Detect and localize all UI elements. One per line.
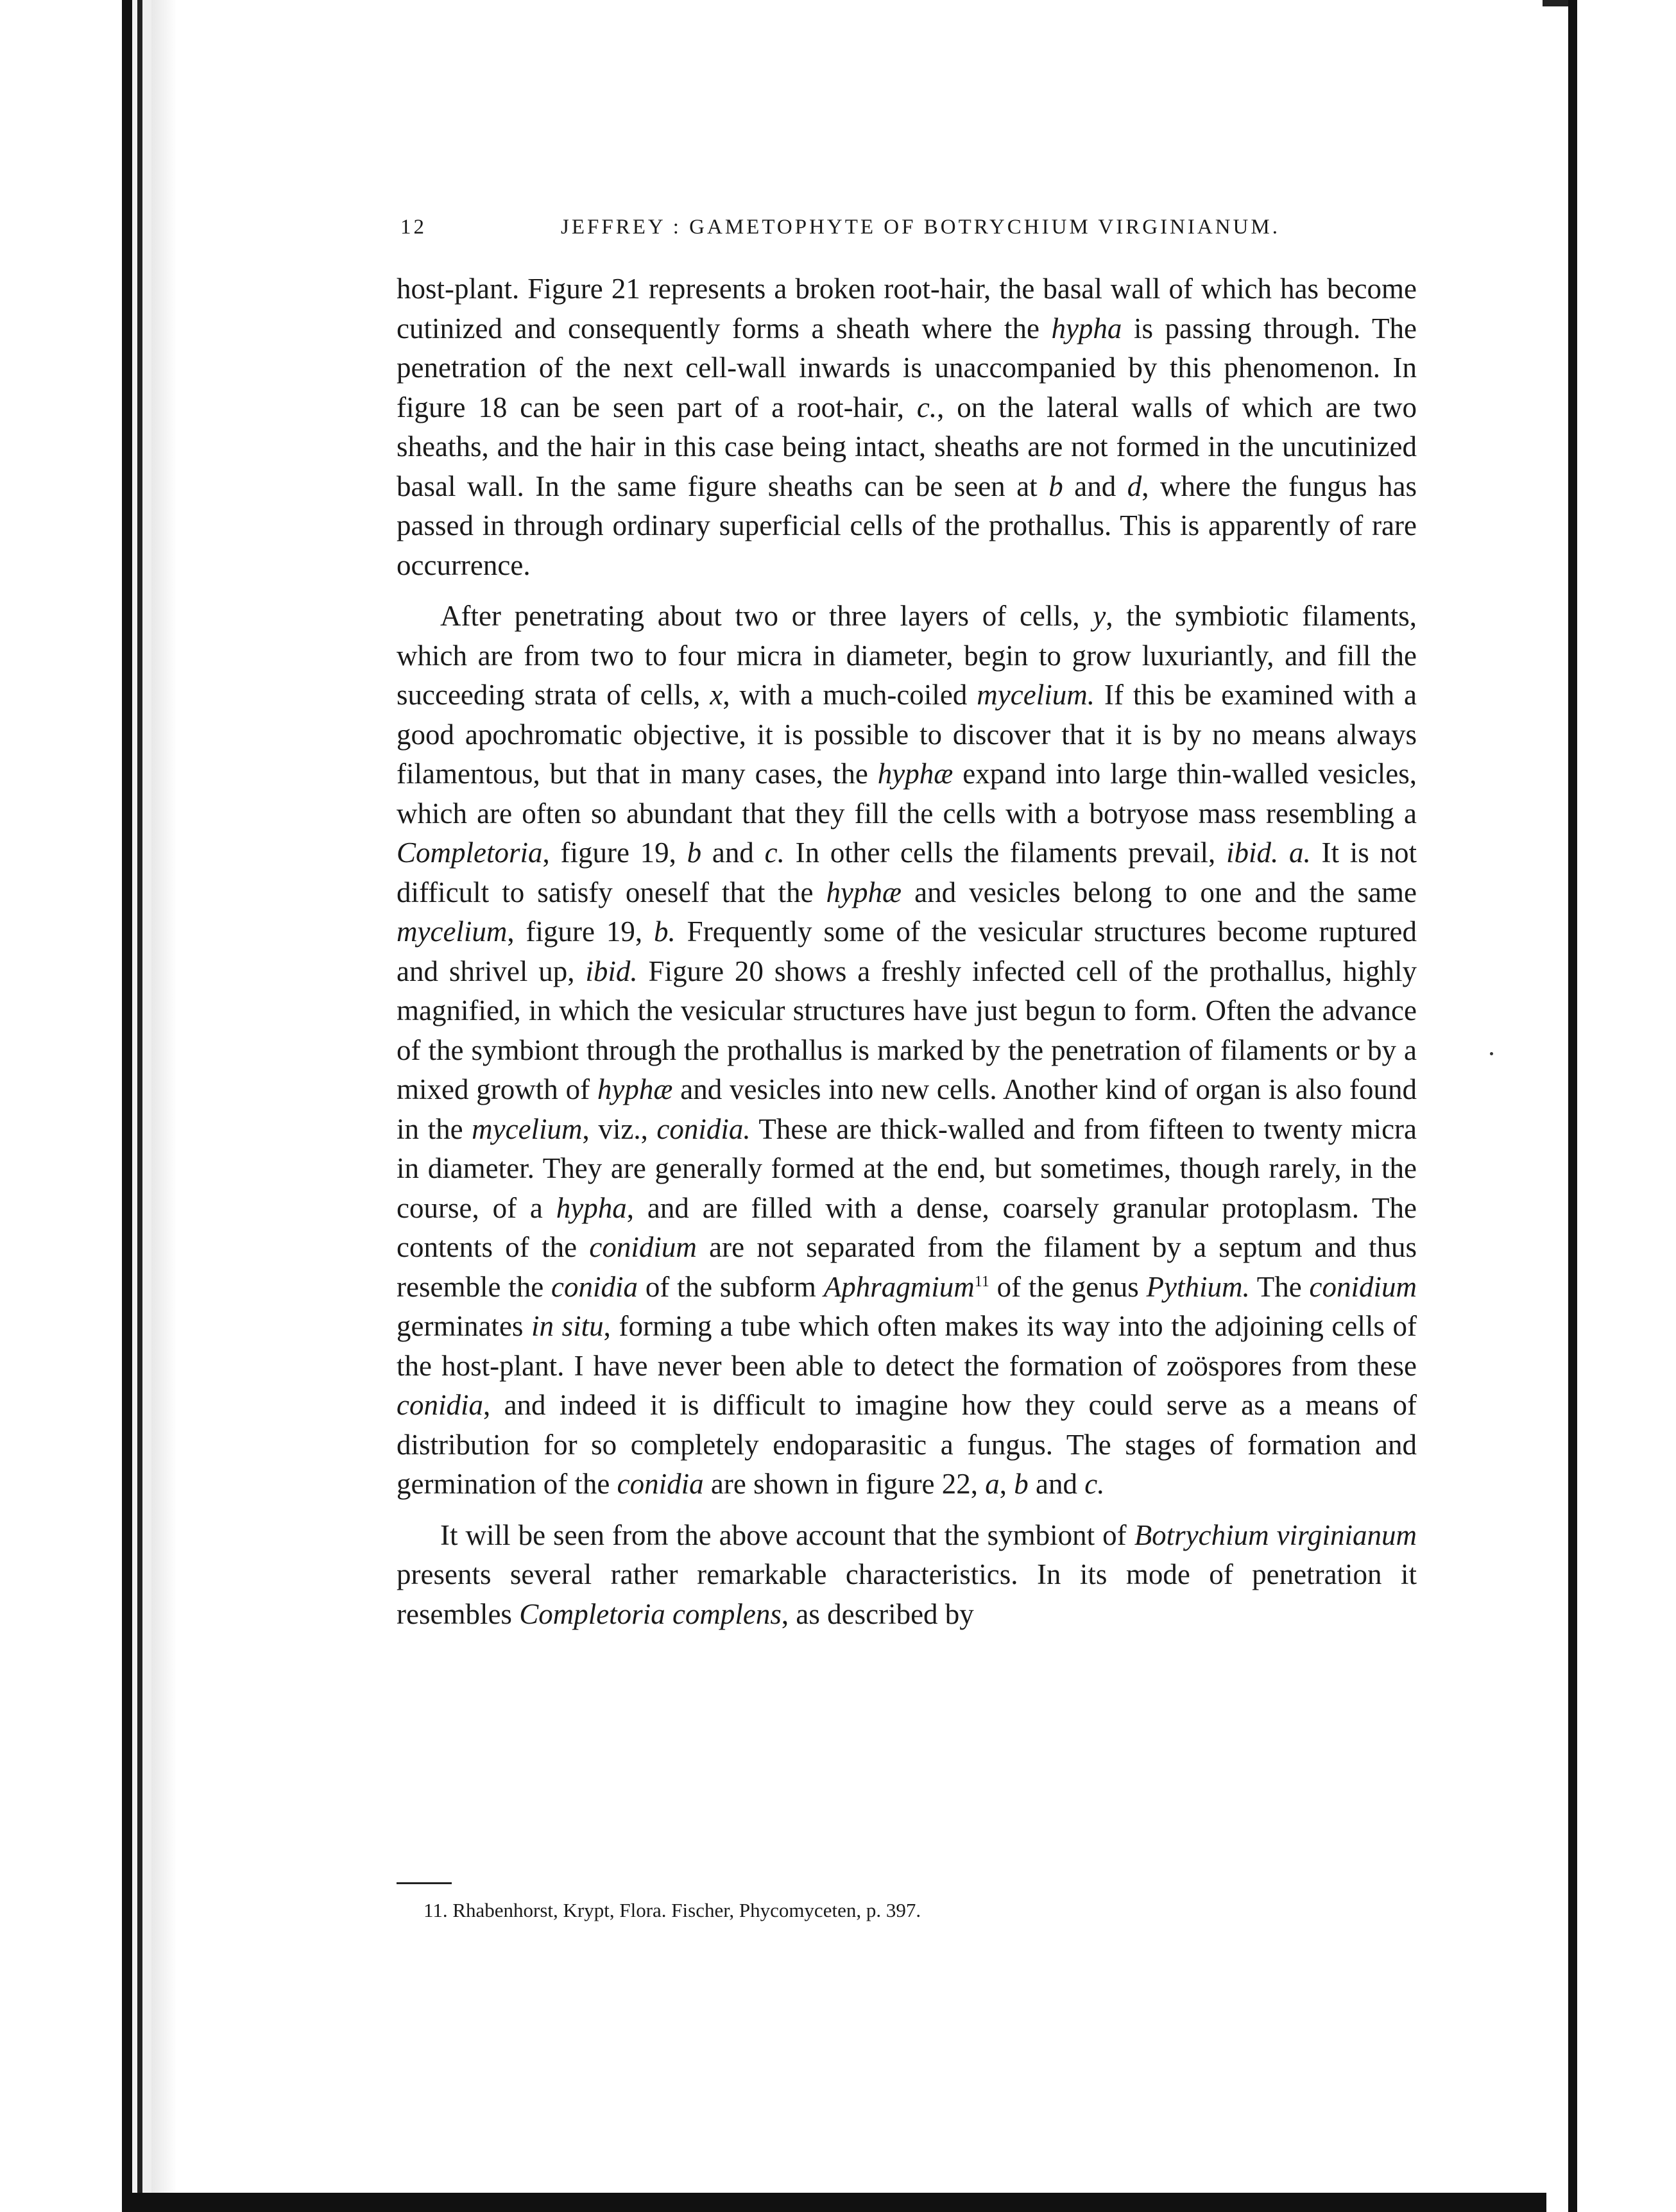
italic-run: conidium (589, 1231, 697, 1263)
text-run: and vesicles belong to one and the same (902, 876, 1417, 908)
text-run: It will be seen from the above account that the symbiont of (440, 1519, 1134, 1551)
italic-run: b (1048, 470, 1063, 502)
paragraph-1 (397, 269, 1417, 585)
text-run: , on the lateral walls of which are two sheaths, and the hair in this case being intact, sheaths are not formed in the uncutinized basal wall. In the same figure sheaths can be seen at (397, 391, 1417, 502)
text-run: and (701, 837, 765, 869)
italic-run: c. (916, 391, 937, 423)
italic-run: ibid. a. (1226, 837, 1311, 869)
italic-run: hyphæ (826, 876, 902, 908)
text-run: It is not difficult to satisfy oneself that the (397, 837, 1417, 908)
italic-run: Aphragmium (823, 1270, 975, 1303)
text-run: These are thick-walled and from fifteen to twenty micra in diameter. They are generally formed at the end, but sometimes, though rarely, in the course, of a (397, 1112, 1417, 1224)
binding-shadow (151, 0, 177, 2212)
italic-run: x (710, 679, 723, 711)
italic-run: conidia. (656, 1112, 751, 1145)
text-run: expand into large thin-walled vesicles, which are often so abundant that they fill the cells with a botryose mass resembling a (397, 758, 1417, 830)
footnote-ref: 11 (974, 1273, 989, 1290)
italic-run: c. (1084, 1468, 1105, 1500)
paragraph-3 (397, 1516, 1417, 1635)
italic-run: hypha (556, 1191, 627, 1224)
page-edge-right (1568, 0, 1676, 2212)
italic-run: hypha (1051, 312, 1122, 345)
text-run: , viz., (582, 1112, 657, 1145)
running-head (400, 216, 1280, 254)
footnote-rule (397, 1882, 452, 1884)
text-run: , and are filled with a dense, coarsely granular protoplasm. The contents of the (397, 1191, 1417, 1263)
italic-run: conidia (397, 1389, 483, 1421)
text-run: , (999, 1468, 1014, 1500)
running-head-title: JEFFREY : GAMETOPHYTE OF BOTRYCHIUM VIRGINIANUM. (561, 216, 1280, 239)
italic-run: Pythium. (1146, 1270, 1250, 1303)
italic-run: mycelium (397, 915, 508, 948)
text-run: are not separated from the filament by a septum and thus resemble the (397, 1231, 1417, 1303)
text-run: , figure 19, (507, 915, 654, 948)
italic-run: hyphæ (597, 1073, 673, 1105)
footnote: 11. Rhabenhorst, Krypt, Flora. Fischer, Phycomyceten, p. 397. (423, 1899, 921, 1921)
text-run: are shown in figure 22, (703, 1468, 986, 1500)
text-run: After penetrating about two or three layers of cells, (440, 600, 1093, 632)
italic-run: b. (654, 915, 676, 948)
text-run: of the subform (638, 1270, 824, 1303)
italic-run: Botrychium virginianum (1134, 1519, 1417, 1551)
text-run: In other cells the filaments prevail, (784, 837, 1227, 869)
text-run: of the genus (989, 1270, 1147, 1303)
text-run: The (1249, 1270, 1310, 1303)
italic-run: a (985, 1468, 1000, 1500)
text-run: and (1063, 470, 1127, 502)
text-run: , where the fungus has passed in through ordinary superficial cells of the prothallus. This is apparently of rare occurrence. (397, 470, 1417, 581)
italic-run: Completoria (397, 837, 543, 869)
paragraph-2 (397, 597, 1417, 1504)
binding-edge-left (0, 0, 151, 2212)
text-run: If this be examined with a good apochromatic objective, it is possible to discover that it is by no means always filamentous, but that in many cases, the (397, 679, 1417, 790)
italic-run: in situ (531, 1310, 604, 1342)
text-run: germinates (397, 1310, 532, 1342)
italic-run: conidia (617, 1468, 704, 1500)
page-edge-top (1543, 0, 1568, 6)
italic-run: hyphæ (877, 758, 953, 790)
italic-run: mycelium (472, 1112, 583, 1145)
text-run: , with a much-coiled (723, 679, 977, 711)
italic-run: Completoria complens (519, 1597, 782, 1630)
italic-run: conidium (1309, 1270, 1417, 1303)
italic-run: c. (764, 837, 785, 869)
italic-run: mycelium. (977, 679, 1095, 711)
text-run: is passing through. The penetration of the next cell-wall inwards is unaccompanied by this phenomenon. In figure 18 can be seen part of a root-hair, (397, 312, 1417, 423)
page-edge-bottom (122, 2193, 1546, 2212)
text-run: presents several rather remarkable characteristics. In its mode of penetration it resembles (397, 1558, 1417, 1630)
text-run: , as described by (781, 1597, 974, 1630)
italic-run: conidia (551, 1270, 638, 1303)
page-number: 12 (400, 216, 427, 239)
text-run: , forming a tube which often makes its way into the adjoining cells of the host-plant. I have never been able to detect the formation of zoöspores from these (397, 1310, 1417, 1382)
scan-speck (1490, 1052, 1493, 1055)
italic-run: y (1093, 600, 1106, 632)
text-run: and vesicles into new cells. Another kind of organ is also found in the (397, 1073, 1417, 1145)
text-run: host-plant. Figure 21 represents a broken root-hair, the basal wall of which has become cutinized and consequently forms a sheath where the (397, 273, 1417, 345)
italic-run: b (687, 837, 702, 869)
italic-run: ibid. (585, 955, 638, 987)
italic-run: d (1127, 470, 1142, 502)
text-run: , figure 19, (542, 837, 687, 869)
text-run: Frequently some of the vesicular structures become ruptured and shrivel up, (397, 915, 1417, 987)
text-run: and (1028, 1468, 1085, 1500)
italic-run: b (1014, 1468, 1029, 1500)
text-run: , the symbiotic filaments, which are from two to four micra in diameter, begin to grow luxuriantly, and fill the succeeding strata of cells, (397, 600, 1417, 711)
text-run: Figure 20 shows a freshly infected cell of the prothallus, highly magnified, in which the vesicular structures have just begun to form. Often the advance of the symbiont through the prothallus is marked by the penetration of filaments or by a mixed growth of (397, 955, 1417, 1105)
text-run: , and indeed it is difficult to imagine how they could serve as a means of distribution for so completely endoparasitic a fungus. The stages of formation and germination of the (397, 1389, 1417, 1500)
body-text (397, 269, 1417, 1646)
